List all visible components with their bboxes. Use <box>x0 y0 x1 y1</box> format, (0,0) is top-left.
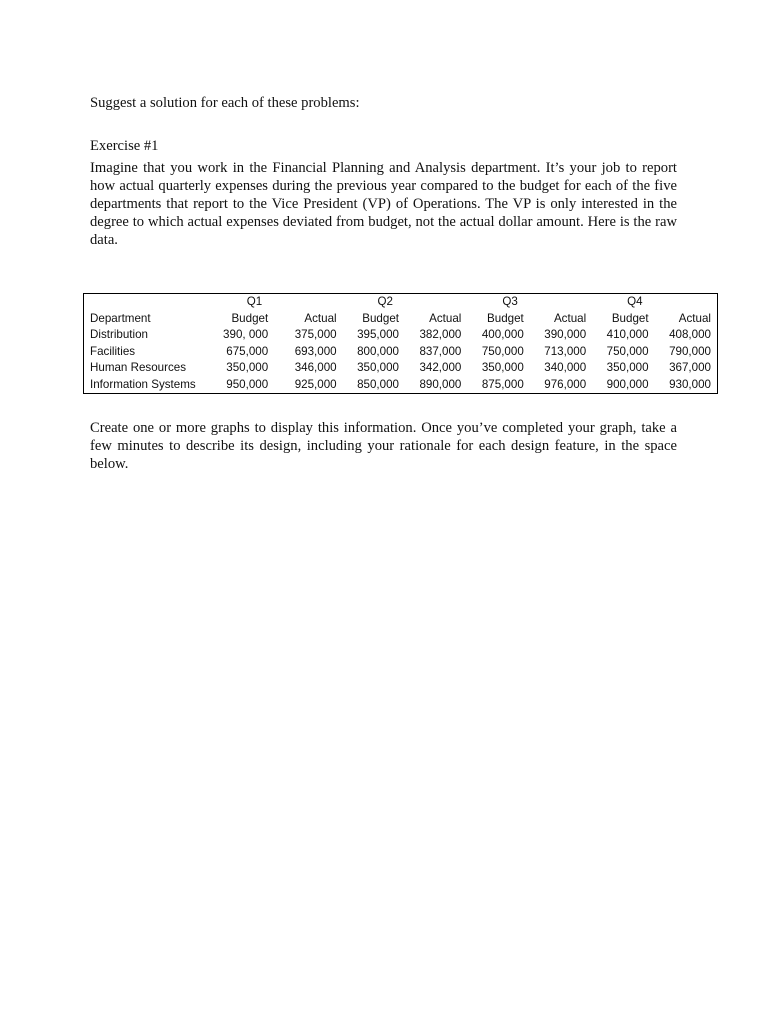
table-cell: 930,000 <box>669 377 711 391</box>
department-cell: Facilities <box>90 344 136 358</box>
exercise-heading: Exercise #1 <box>90 138 159 154</box>
table-row <box>84 377 717 394</box>
table-cell: 382,000 <box>419 328 462 341</box>
quarter-header-row <box>84 294 717 311</box>
table-cell: 950,000 <box>226 377 269 391</box>
column-header-row <box>84 311 717 328</box>
table-cell: 340,000 <box>544 361 587 374</box>
quarter-label: Q3 <box>502 295 518 308</box>
table-cell: 375,000 <box>294 328 337 341</box>
table-cell: 750,000 <box>481 344 524 358</box>
table-cell: 342,000 <box>419 361 462 374</box>
quarter-label: Q4 <box>627 295 643 308</box>
table-cell: 713,000 <box>544 344 587 358</box>
table-cell: 925,000 <box>294 377 337 391</box>
table-cell: 395,000 <box>357 328 399 341</box>
column-header: Budget <box>487 311 524 325</box>
quarter-label: Q2 <box>377 295 393 308</box>
table-cell: 390, 000 <box>223 328 269 341</box>
table-cell: 675,000 <box>226 344 269 358</box>
followup-text: Create one or more graphs to display this information. Once you’ve completed your graph, take a few minutes to describe its design, including your rationale for each design feature, in the space below. <box>90 420 677 472</box>
table-cell: 976,000 <box>544 377 587 391</box>
table-cell: 410,000 <box>606 328 649 341</box>
table-cell: 837,000 <box>419 344 462 358</box>
table-cell: 875,000 <box>481 377 524 391</box>
quarter-label: Q1 <box>246 295 263 308</box>
column-header: Budget <box>611 311 649 325</box>
table-cell: 400,000 <box>481 328 524 341</box>
column-header: Actual <box>304 311 337 325</box>
table-row <box>84 327 717 344</box>
column-header: Department <box>90 311 151 325</box>
exercise-body: Imagine that you work in the Financial Planning and Analysis department. It’s your job to report how actual quarterly expenses during the previous year compared to the budget for each of the five departments that report to the Vice President (VP) of Operations. The VP is only interested in the degree to which actual expenses deviated from budget, not the actual dollar amount. Here is the raw data. <box>90 160 677 248</box>
table-cell: 367,000 <box>669 361 711 374</box>
column-header: Budget <box>362 311 399 325</box>
table-cell: 408,000 <box>669 328 711 341</box>
table-cell: 900,000 <box>606 377 649 391</box>
table-cell: 350,000 <box>606 361 649 374</box>
column-header: Actual <box>553 311 587 325</box>
table-cell: 350,000 <box>481 361 524 374</box>
table-cell: 850,000 <box>357 377 399 391</box>
table-cell: 800,000 <box>357 344 399 358</box>
table-cell: 750,000 <box>606 344 649 358</box>
table-cell: 693,000 <box>294 344 337 358</box>
table-cell: 350,000 <box>226 361 269 374</box>
column-header: Actual <box>678 311 711 325</box>
expense-table-frame <box>83 293 718 394</box>
department-cell: Distribution <box>90 328 148 341</box>
column-header: Budget <box>231 311 269 325</box>
intro-text: Suggest a solution for each of these problems: <box>90 95 360 111</box>
department-cell: Human Resources <box>90 361 187 374</box>
table-cell: 390,000 <box>544 328 587 341</box>
department-cell: Information Systems <box>90 377 196 391</box>
expense-table <box>84 294 717 393</box>
table-cell: 890,000 <box>419 377 462 391</box>
table-cell: 346,000 <box>294 361 337 374</box>
table-cell: 350,000 <box>357 361 399 374</box>
table-row <box>84 360 717 377</box>
table-cell: 790,000 <box>669 344 711 358</box>
column-header: Actual <box>429 311 462 325</box>
table-row <box>84 344 717 361</box>
